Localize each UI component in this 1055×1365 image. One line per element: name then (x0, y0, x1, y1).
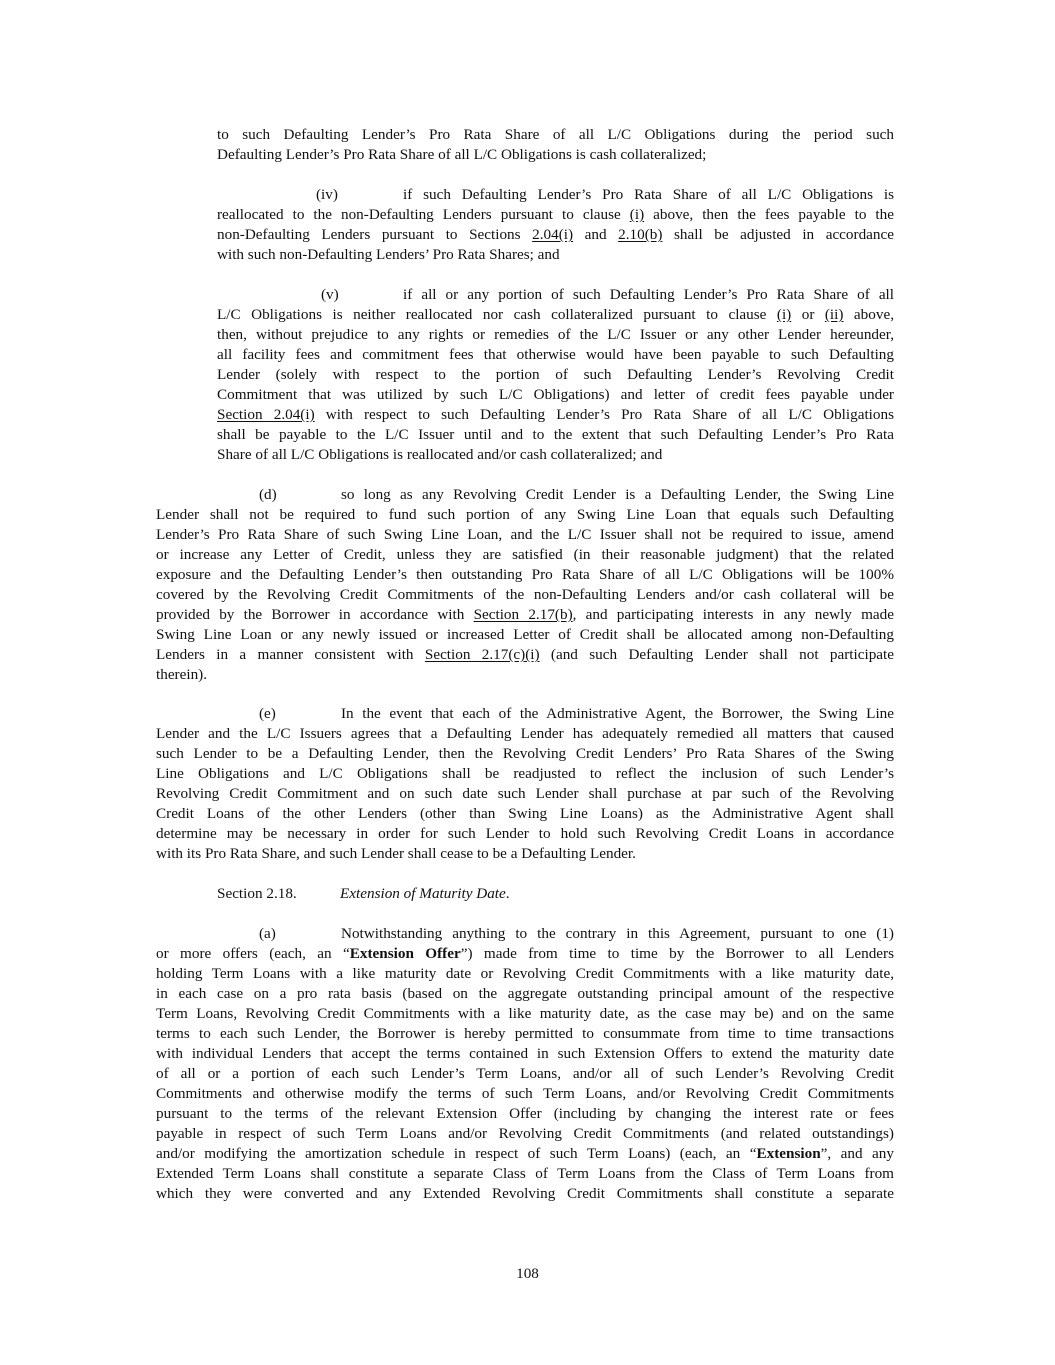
text-line (156, 645, 894, 665)
text-line: exposure and the Defaulting Lender’s then outstanding Pro Rata Share of all L/C Obligations will be 100% (156, 566, 894, 583)
clause-iv (217, 185, 894, 265)
defined-term: Extension Offer (349, 945, 461, 962)
text-line: with individual Lenders that accept the terms contained in such Extension Offers to extend the maturity date (156, 1045, 894, 1062)
text-line (217, 205, 894, 225)
defined-term: Extension (756, 1145, 821, 1162)
text-run: or (791, 306, 825, 323)
clause-label: (e) (259, 705, 276, 722)
text-line: which they were converted and any Extended Revolving Credit Commitments shall constitute a separate (156, 1185, 894, 1202)
clause-label: (d) (259, 486, 277, 503)
text-line: covered by the Revolving Credit Commitments of the non-Defaulting Lenders and/or cash collateral will be (156, 586, 894, 603)
section-title-period: . (505, 885, 510, 902)
text-line: payable in respect of such Term Loans and/or Revolving Credit Commitments (and related outstandings) (156, 1125, 894, 1142)
page-number: 108 (516, 1265, 539, 1282)
text-line (156, 704, 894, 724)
text-line (156, 1144, 894, 1164)
clause-label: (iv) (316, 186, 338, 203)
text-line (217, 225, 894, 245)
text-run: reallocated to the non-Defaulting Lenders pursuant to clause (217, 206, 630, 223)
text-line (156, 924, 894, 944)
clause-d (156, 485, 894, 685)
text-run: ”) made from time to time by the Borrower to all Lenders (460, 945, 894, 962)
text-line: Lender shall not be required to fund such portion of any Swing Line Loan that equals such Defaulting (156, 506, 894, 523)
text-line: Revolving Credit Commitment and on such date such Lender shall purchase at par such of the Revolving (156, 785, 894, 802)
clause-reference: (i) (629, 206, 645, 223)
text-run: Lenders in a manner consistent with (156, 646, 425, 663)
text-line (156, 605, 894, 625)
text-run: so long as any Revolving Credit Lender is a Defaulting Lender, the Swing Line (341, 486, 894, 503)
text-line: to such Defaulting Lender’s Pro Rata Share of all L/C Obligations during the period such (217, 126, 894, 143)
text-run: , and participating interests in any newly made (572, 606, 894, 623)
text-line: Share of all L/C Obligations is reallocated and/or cash collateralized; and (217, 446, 663, 463)
text-line: in each case on a pro rata basis (based on the aggregate outstanding principal amount of the respective (156, 985, 894, 1002)
text-line: Extended Term Loans shall constitute a separate Class of Term Loans from the Class of Term Loans from (156, 1165, 894, 1182)
text-run: (and such Defaulting Lender shall not participate (539, 646, 894, 663)
text-line (217, 305, 894, 325)
text-line: shall be payable to the L/C Issuer until and to the extent that such Defaulting Lender’s Pro Rata (217, 426, 894, 443)
section-reference: Section 2.17(b) (473, 606, 573, 623)
text-run: if all or any portion of such Defaulting Lender’s Pro Rata Share of all (403, 286, 894, 303)
text-line: determine may be necessary in order for such Lender to hold such Revolving Credit Loans in accordance (156, 825, 894, 842)
clause-reference: (i) (776, 306, 792, 323)
text-line (217, 405, 894, 425)
section-heading (217, 884, 510, 904)
text-line: Term Loans, Revolving Credit Commitments with a like maturity date, as the case may be) and on the same (156, 1005, 894, 1022)
text-run: with respect to such Defaulting Lender’s Pro Rata Share of all L/C Obligations (314, 406, 894, 423)
text-line: Defaulting Lender’s Pro Rata Share of all L/C Obligations is cash collateralized; (217, 146, 707, 163)
section-number: Section 2.18. (217, 885, 297, 902)
section-title: Extension of Maturity Date (340, 885, 506, 902)
text-run: and/or modifying the amortization schedule in respect of such Term Loans) (each, an “ (156, 1145, 757, 1162)
text-run: L/C Obligations is neither reallocated nor cash collateralized pursuant to clause (217, 306, 777, 323)
text-run: above, (843, 306, 894, 323)
section-reference: 2.04(i) (532, 226, 574, 243)
text-line: Lender’s Pro Rata Share of such Swing Line Loan, and the L/C Issuer shall not be required to issue, amend (156, 526, 894, 543)
section-reference: 2.10(b) (618, 226, 663, 243)
section-reference: Section 2.04(i) (217, 406, 315, 423)
text-line (156, 485, 894, 505)
text-line: such Lender to be a Defaulting Lender, then the Revolving Credit Lenders’ Pro Rata Shares of the Swing (156, 745, 894, 762)
text-line: holding Term Loans with a like maturity date or Revolving Credit Commitments with a like maturity date, (156, 965, 894, 982)
text-line: Commitments and otherwise modify the terms of such Term Loans, and/or Revolving Credit Commitments (156, 1085, 894, 1102)
text-run: non-Defaulting Lenders pursuant to Sections (217, 226, 533, 243)
text-line: Line Obligations and L/C Obligations shall be readjusted to reflect the inclusion of such Lender’s (156, 765, 894, 782)
text-run: or more offers (each, an “ (156, 945, 350, 962)
clause-e (156, 704, 894, 864)
text-run: ”, and any (820, 1145, 894, 1162)
text-line: with its Pro Rata Share, and such Lender shall cease to be a Defaulting Lender. (156, 845, 636, 862)
text-line: with such non-Defaulting Lenders’ Pro Rata Shares; and (217, 246, 560, 263)
text-line: all facility fees and commitment fees that otherwise would have been payable to such Defaulting (217, 346, 894, 363)
text-line (217, 185, 894, 205)
paragraph-continuation (217, 125, 894, 165)
clause-a (156, 924, 894, 1204)
text-line: therein). (156, 666, 208, 683)
text-line: Commitment that was utilized by such L/C Obligations) and letter of credit fees payable under (217, 386, 894, 403)
section-reference: Section 2.17(c)(i) (424, 646, 540, 663)
text-run: provided by the Borrower in accordance with (156, 606, 474, 623)
text-run: above, then the fees payable to the (644, 206, 894, 223)
text-run: and (573, 226, 619, 243)
text-line: Swing Line Loan or any newly issued or increased Letter of Credit shall be allocated among non-Defaulting (156, 626, 894, 643)
clause-label: (v) (321, 286, 339, 303)
clause-reference: (ii) (824, 306, 844, 323)
text-run: if such Defaulting Lender’s Pro Rata Share of all L/C Obligations is (403, 186, 894, 203)
text-line: then, without prejudice to any rights or remedies of the L/C Issuer or any other Lender hereunder, (217, 326, 894, 343)
text-line (217, 285, 894, 305)
text-run: shall be adjusted in accordance (662, 226, 894, 243)
text-line: or increase any Letter of Credit, unless they are satisfied (in their reasonable judgment) that the related (156, 546, 894, 563)
text-line: Lender (solely with respect to the portion of such Defaulting Lender’s Revolving Credit (217, 366, 894, 383)
text-run: In the event that each of the Administrative Agent, the Borrower, the Swing Line (341, 705, 894, 722)
text-line (156, 944, 894, 964)
text-line: Credit Loans of the other Lenders (other than Swing Line Loans) as the Administrative Agent shall (156, 805, 894, 822)
text-line: terms to each such Lender, the Borrower is hereby permitted to consummate from time to time transactions (156, 1025, 894, 1042)
text-line: of all or a portion of each such Lender’s Term Loans, and/or all of such Lender’s Revolving Credit (156, 1065, 894, 1082)
text-line: Lender and the L/C Issuers agrees that a Defaulting Lender has adequately remedied all matters that caused (156, 725, 894, 742)
clause-v (217, 285, 894, 465)
text-line: pursuant to the terms of the relevant Extension Offer (including by changing the interest rate or fees (156, 1105, 894, 1122)
text-run: Notwithstanding anything to the contrary in this Agreement, pursuant to one (1) (341, 925, 894, 942)
clause-label: (a) (259, 925, 276, 942)
